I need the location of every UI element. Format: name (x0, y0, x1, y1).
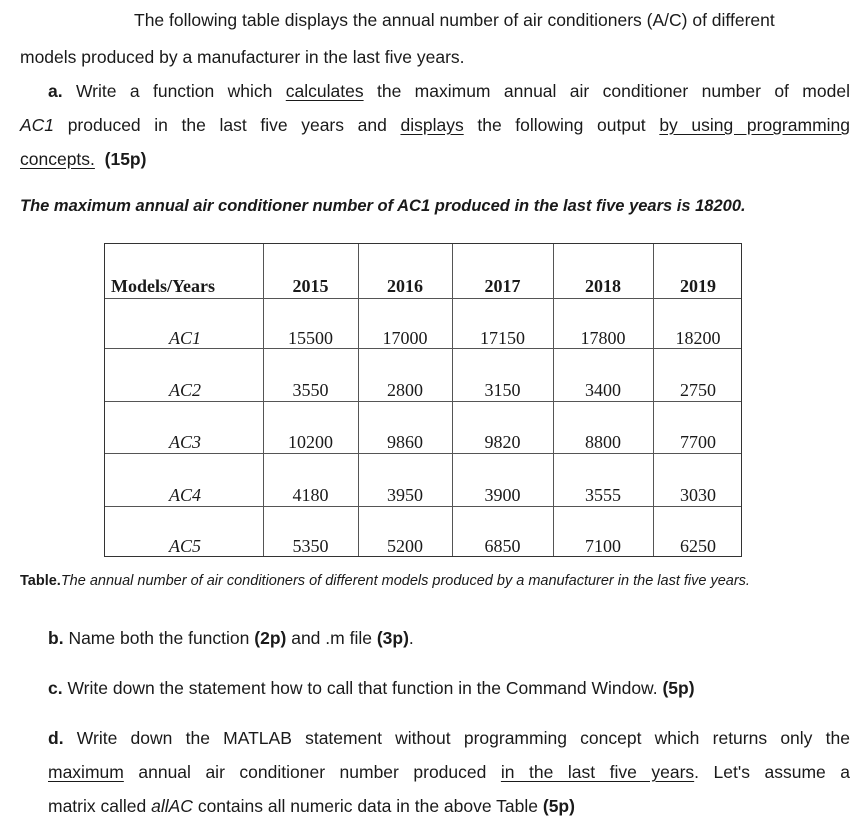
part-b-end: . (408, 628, 414, 648)
intro-line-2: models produced by a manufacturer in the last five years. (20, 47, 465, 67)
header-year: 2017 (484, 276, 521, 296)
ac1-italic: AC1 (20, 115, 55, 135)
part-c-points: (5p) (662, 678, 695, 698)
calculates-underlined: calculates (285, 81, 364, 101)
part-a-points: (15p) (104, 149, 147, 169)
part-a-text: the maximum annual air conditioner number of model (376, 81, 850, 101)
header-year: 2015 (292, 276, 329, 296)
part-a-label: a. (48, 81, 63, 101)
allac-italic: allAC (151, 796, 193, 816)
part-a-line-1 (48, 81, 850, 102)
table-cell: 3030 (680, 485, 716, 505)
header-year: 2016 (387, 276, 423, 296)
part-d-label: d. (48, 728, 64, 748)
table-cell: 15500 (288, 328, 333, 348)
table-cell: 6250 (680, 536, 716, 556)
expected-output: The maximum annual air conditioner number of AC1 produced in the last five years is 18200. (20, 197, 746, 215)
part-b-text: Name both the function (68, 628, 250, 648)
part-d-text: annual air conditioner number produced (138, 762, 487, 782)
header-year: 2018 (585, 276, 621, 296)
ac-table (104, 243, 742, 557)
maximum-underlined: maximum (48, 762, 124, 782)
part-d-text: . Let's assume a (694, 762, 851, 782)
table-cell: 17150 (480, 328, 525, 348)
part-d-text: contains all numeric data in the above Table (197, 796, 538, 816)
row-model: AC1 (168, 328, 201, 348)
part-c-text: Write down the statement how to call that function in the Command Window. (67, 678, 658, 698)
part-d-line-3 (48, 796, 575, 817)
header-year: 2019 (680, 276, 716, 296)
concepts-underlined: concepts. (20, 149, 95, 169)
table-cell: 10200 (288, 432, 333, 452)
table-caption (20, 573, 750, 589)
part-a-line-2 (20, 115, 850, 136)
part-a-text: Write a function which (75, 81, 273, 101)
row-model: AC4 (168, 485, 201, 505)
table-cell: 3150 (484, 380, 521, 400)
row-model: AC5 (168, 536, 201, 556)
part-b-text: and .m file (291, 628, 372, 648)
table-cell: 3950 (387, 485, 423, 505)
table-cell: 5200 (387, 536, 423, 556)
part-a-text: produced in the last five years and (67, 115, 387, 135)
table-cell: 8800 (585, 432, 621, 452)
table-cell: 2800 (387, 380, 423, 400)
table-cell: 7100 (585, 536, 621, 556)
part-d-points: (5p) (542, 796, 575, 816)
part-d-text: matrix called (48, 796, 147, 816)
table-cell: 17000 (382, 328, 428, 348)
part-c (48, 678, 695, 699)
row-model: AC3 (168, 432, 201, 452)
part-b-points: (3p) (376, 628, 409, 648)
caption-label: Table. (20, 573, 61, 589)
table-cell: 2750 (680, 380, 716, 400)
part-b (48, 628, 414, 649)
part-b-label: b. (48, 628, 64, 648)
displays-underlined: displays (400, 115, 464, 135)
part-a-line-3 (20, 149, 146, 170)
table-cell: 4180 (292, 485, 329, 505)
part-d-text: Write down the MATLAB statement without programming concept which returns only the (76, 728, 850, 748)
header-models-years: Models/Years (111, 276, 215, 296)
part-d-line-2 (48, 762, 850, 783)
table-cell: 18200 (675, 328, 721, 348)
by-using-programming-underlined: by using programming (659, 115, 850, 135)
table-cell: 6850 (484, 536, 521, 556)
part-d-line-1 (48, 728, 850, 749)
last-five-years-underlined: in the last five years (500, 762, 695, 782)
table-cell: 3400 (585, 380, 621, 400)
part-a-text: the following output (477, 115, 646, 135)
caption-text: The annual number of air conditioners of different models produced by a manufacturer in the last five years. (60, 573, 750, 589)
row-model: AC2 (168, 380, 201, 400)
part-b-points: (2p) (254, 628, 287, 648)
table-cell: 3900 (484, 485, 521, 505)
table-cell: 17800 (580, 328, 626, 348)
intro-line-1: The following table displays the annual number of air conditioners (A/C) of different (134, 10, 775, 30)
table-cell: 9860 (387, 432, 423, 452)
table-cell: 3550 (292, 380, 329, 400)
table-cell: 5350 (292, 536, 329, 556)
part-c-label: c. (48, 678, 63, 698)
table-cell: 7700 (680, 432, 716, 452)
table-cell: 3555 (585, 485, 621, 505)
table-cell: 9820 (484, 432, 521, 452)
